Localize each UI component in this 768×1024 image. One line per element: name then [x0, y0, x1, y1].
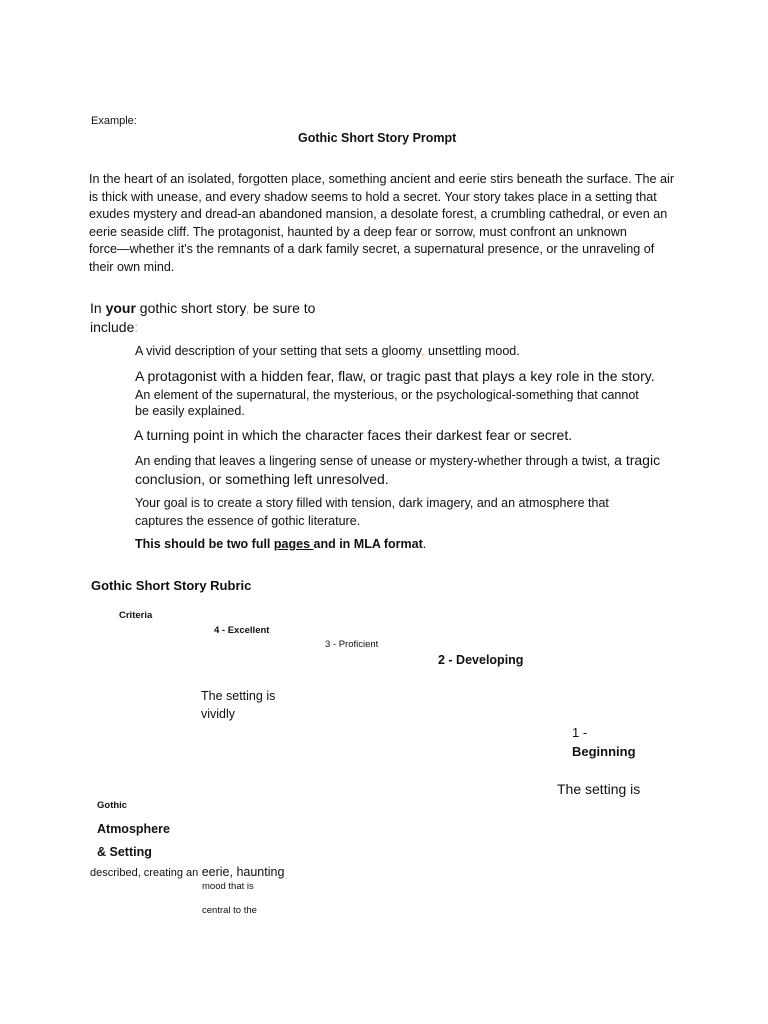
intro-line: eerie seaside cliff. The protagonist, haunted by a deep fear or sorrow, must confront an unknown: [89, 224, 627, 239]
list-item: An ending that leaves a lingering sense of unease or mystery-whether through a twist, a tragic: [135, 452, 661, 468]
intro-line: their own mind.: [89, 259, 175, 274]
instructions-lead: In your gothic short story, be sure to: [90, 300, 316, 316]
rubric-developing-header: 2 - Developing: [438, 653, 524, 667]
list-item: A protagonist with a hidden fear, flaw, or tragic past that plays a key role in the story.: [135, 368, 655, 384]
rubric-cell-excellent: described, creating an eerie, haunting: [90, 865, 285, 879]
rubric-cell-excellent: vividly: [201, 707, 236, 721]
rubric-proficient-header: 3 - Proficient: [325, 639, 379, 650]
page-title: Gothic Short Story Prompt: [298, 131, 457, 145]
list-item: A turning point in which the character faces their darkest fear or secret.: [134, 427, 573, 443]
list-item: An element of the supernatural, the mysterious, or the psychological-something that cannot: [135, 388, 639, 402]
rubric-criterion-label: & Setting: [97, 845, 152, 859]
intro-line: is thick with unease, and every shadow seems to hold a secret. Your story takes place in a setting that: [89, 189, 657, 204]
list-item: conclusion, or something left unresolved.: [135, 471, 389, 487]
goal-text: captures the essence of gothic literature.: [135, 514, 361, 528]
list-item: be easily explained.: [135, 404, 245, 418]
instructions-include: include:: [90, 319, 139, 335]
intro-line: exudes mystery and dread-an abandoned mansion, a desolate forest, a crumbling cathedral, or even an: [89, 207, 668, 222]
intro-line: In the heart of an isolated, forgotten place, something ancient and eerie stirs beneath the surface. The air: [89, 172, 675, 186]
requirement-text: This should be two full pages and in MLA format.: [135, 537, 427, 551]
example-label: Example:: [91, 115, 137, 127]
rubric-criteria-header: Criteria: [119, 610, 153, 621]
rubric-excellent-header: 4 - Excellent: [214, 625, 270, 636]
rubric-cell-excellent: mood that is: [202, 881, 254, 892]
intro-paragraph: [89, 171, 684, 277]
rubric-cell-excellent: The setting is: [201, 689, 276, 703]
rubric-criterion-label: Gothic: [97, 800, 128, 811]
intro-line: force—whether it's the remnants of a dark family secret, a supernatural presence, or the unraveling of: [89, 242, 655, 257]
rubric-cell-excellent: central to the: [202, 905, 257, 916]
rubric-beginning-header: 1 -: [572, 725, 588, 740]
rubric-beginning-header: Beginning: [572, 744, 636, 759]
rubric-cell-beginning: The setting is: [557, 781, 641, 797]
rubric-title: Gothic Short Story Rubric: [91, 578, 252, 593]
list-item: A vivid description of your setting that sets a gloomy, unsettling mood.: [135, 344, 520, 358]
rubric-criterion-label: Atmosphere: [97, 822, 170, 836]
goal-text: Your goal is to create a story filled with tension, dark imagery, and an atmosphere that: [135, 496, 609, 510]
